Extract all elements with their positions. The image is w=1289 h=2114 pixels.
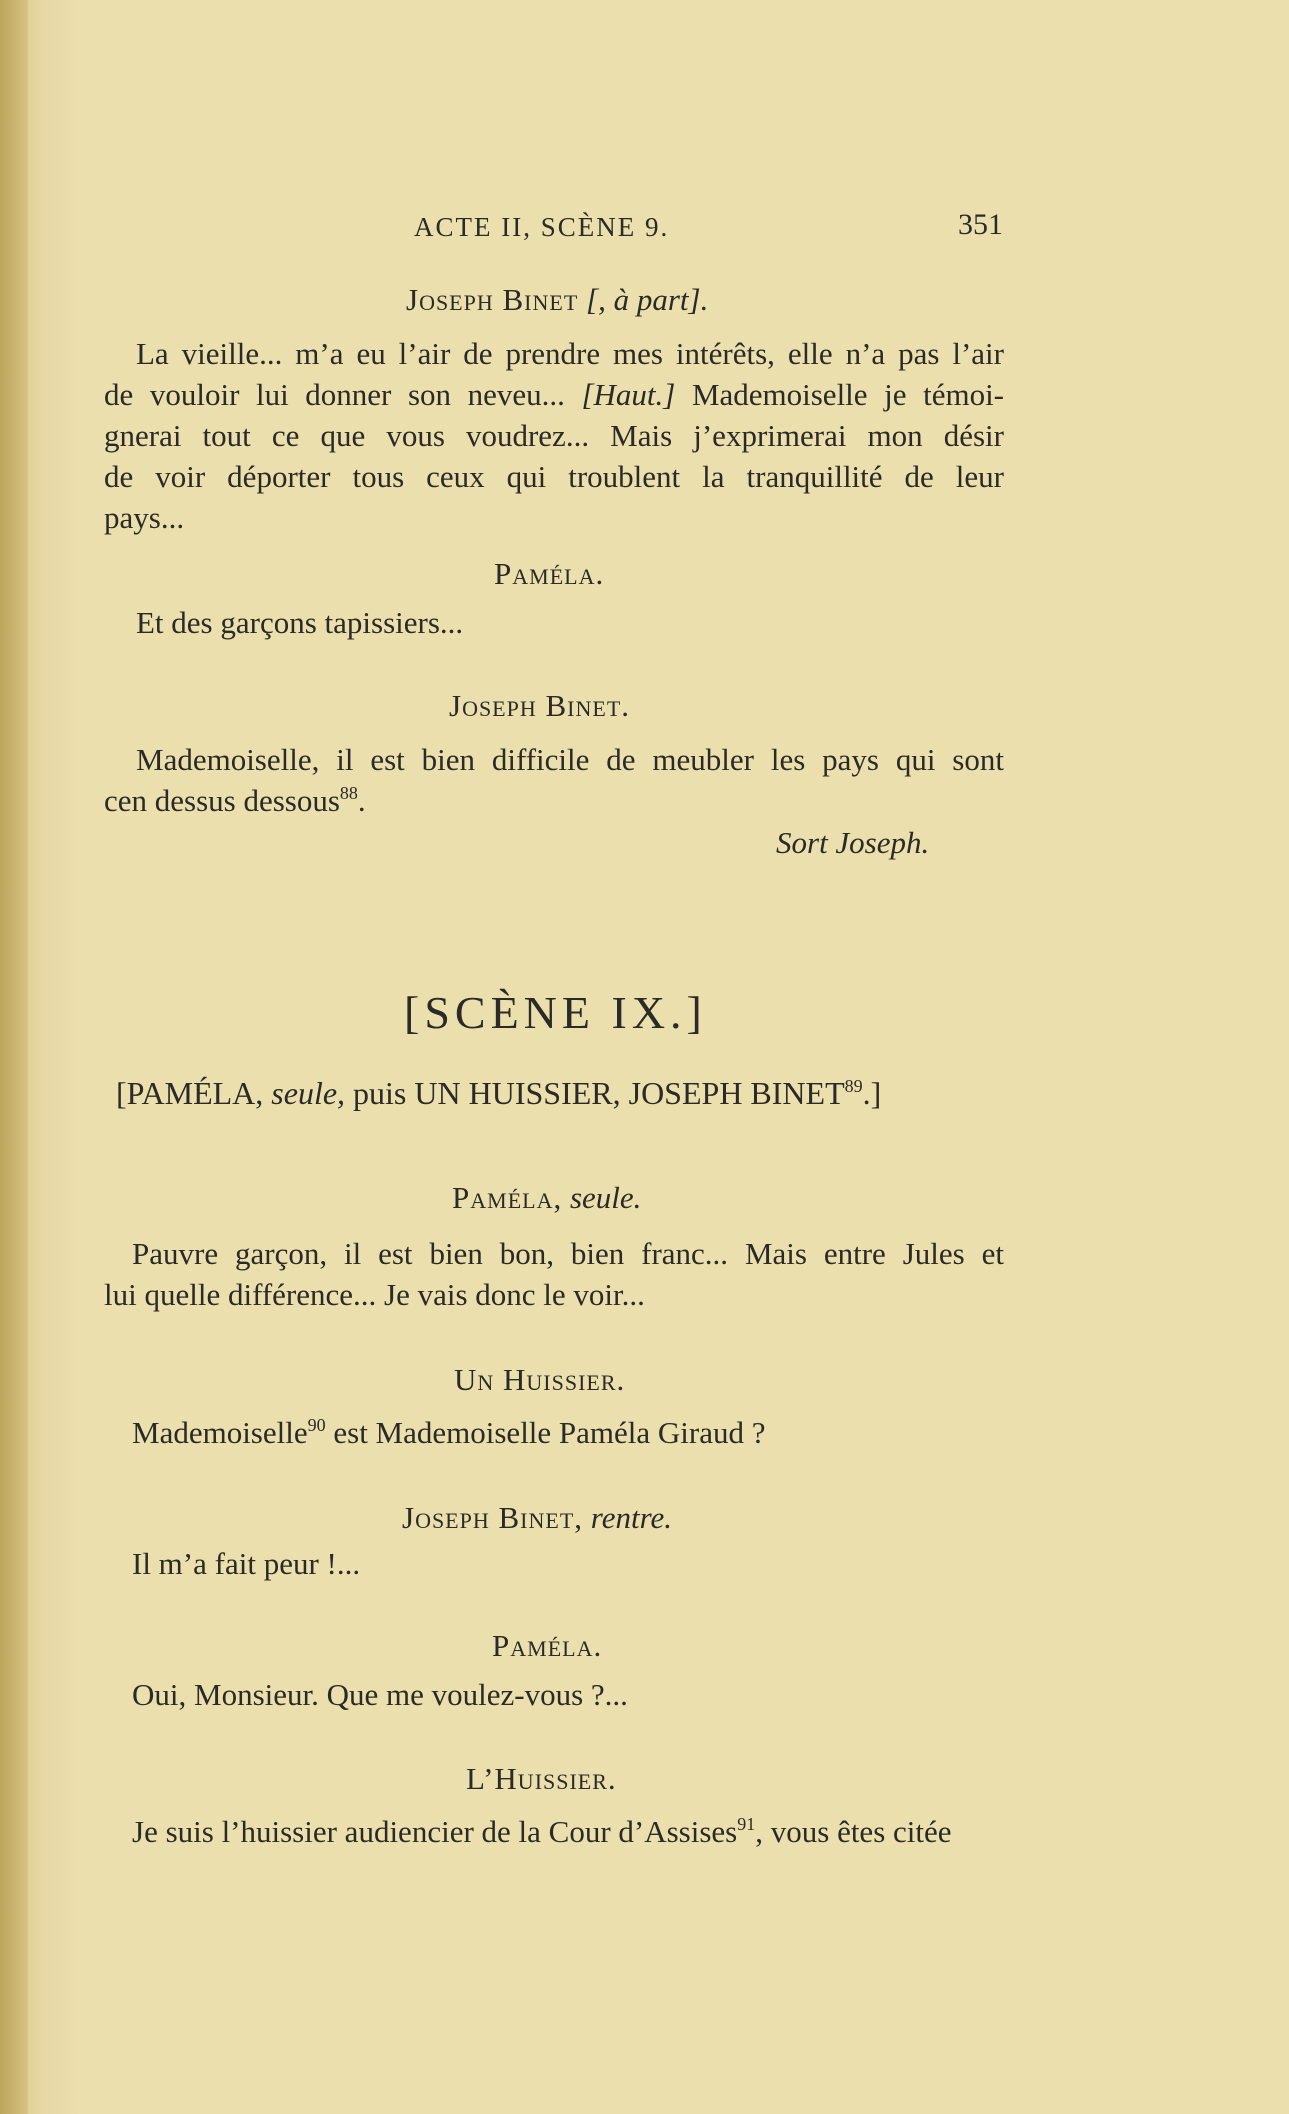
text-line bbox=[104, 783, 366, 819]
stage-direction: [, à part]. bbox=[586, 282, 709, 317]
text-line: de voir déporter tous ceux qui troublent la tranquillité de leur bbox=[104, 459, 1004, 494]
speaker-name: Joseph Binet, bbox=[402, 1500, 584, 1535]
speaker-joseph-binet bbox=[406, 282, 708, 318]
stage-direction: seule, bbox=[271, 1075, 346, 1111]
speaker-pamela bbox=[452, 1180, 641, 1216]
page-number: 351 bbox=[958, 208, 1003, 241]
stage-direction: [Haut.] bbox=[581, 377, 676, 412]
stage-direction: Sort Joseph. bbox=[776, 825, 930, 860]
footnote-ref: 90 bbox=[307, 1415, 326, 1435]
text-line: gnerai tout ce que vous voudrez... Mais j’exprimerai mon désir bbox=[104, 418, 1004, 453]
text-span: , vous êtes citée bbox=[755, 1814, 952, 1849]
text-span: Mademoiselle je témoi- bbox=[691, 377, 1005, 412]
speaker-pamela: Paméla. bbox=[492, 1628, 603, 1663]
text-line: pays... bbox=[104, 500, 185, 535]
footnote-ref: 89 bbox=[844, 1076, 863, 1096]
speaker-joseph-binet bbox=[402, 1500, 672, 1536]
text-line: Et des garçons tapissiers... bbox=[136, 605, 464, 640]
speaker-name: Paméla, bbox=[452, 1180, 563, 1215]
scene-cast bbox=[116, 1075, 881, 1112]
text-line: Mademoiselle, il est bien difficile de meubler les pays qui sont bbox=[136, 742, 1004, 777]
scene-title: [SCÈNE IX.] bbox=[404, 987, 707, 1038]
text-line bbox=[132, 1415, 766, 1451]
text-line bbox=[132, 1814, 952, 1850]
footnote-ref: 88 bbox=[339, 783, 358, 803]
text-line: lui quelle différence... Je vais donc le voir... bbox=[104, 1277, 645, 1312]
stage-direction: seule. bbox=[569, 1180, 642, 1215]
text-span: [PAMÉLA, bbox=[116, 1075, 264, 1111]
text-line: La vieille... m’a eu l’air de prendre mes intérêts, elle n’a pas l’air bbox=[136, 336, 1004, 371]
text-span: . bbox=[357, 783, 366, 818]
text-line bbox=[104, 377, 1004, 413]
page-spine-shadow bbox=[0, 0, 28, 2114]
text-span: cen dessus dessous bbox=[104, 783, 340, 818]
text-line: Pauvre garçon, il est bien bon, bien franc... Mais entre Jules et bbox=[132, 1236, 1004, 1271]
speaker-huissier: L’Huissier. bbox=[466, 1761, 617, 1796]
text-line: Oui, Monsieur. Que me voulez-vous ?... bbox=[132, 1677, 628, 1712]
text-span: est Mademoiselle Paméla Giraud ? bbox=[325, 1415, 766, 1450]
text-span: .] bbox=[862, 1075, 882, 1111]
speaker-pamela: Paméla. bbox=[494, 556, 605, 591]
speaker-name: Joseph Binet bbox=[406, 282, 579, 317]
text-span: Mademoiselle bbox=[132, 1415, 308, 1450]
text-span: de vouloir lui donner son neveu... bbox=[104, 377, 565, 412]
stage-direction: rentre. bbox=[590, 1500, 672, 1535]
running-title: ACTE II, SCÈNE 9. bbox=[414, 212, 670, 242]
text-span: Je suis l’huissier audiencier de la Cour d’Assises bbox=[132, 1814, 738, 1849]
speaker-joseph-binet: Joseph Binet. bbox=[449, 688, 631, 723]
text-line: Il m’a fait peur !... bbox=[132, 1546, 361, 1581]
text-span: puis UN HUISSIER, JOSEPH BINET bbox=[353, 1075, 845, 1111]
speaker-huissier: Un Huissier. bbox=[454, 1362, 626, 1397]
footnote-ref: 91 bbox=[737, 1814, 756, 1834]
